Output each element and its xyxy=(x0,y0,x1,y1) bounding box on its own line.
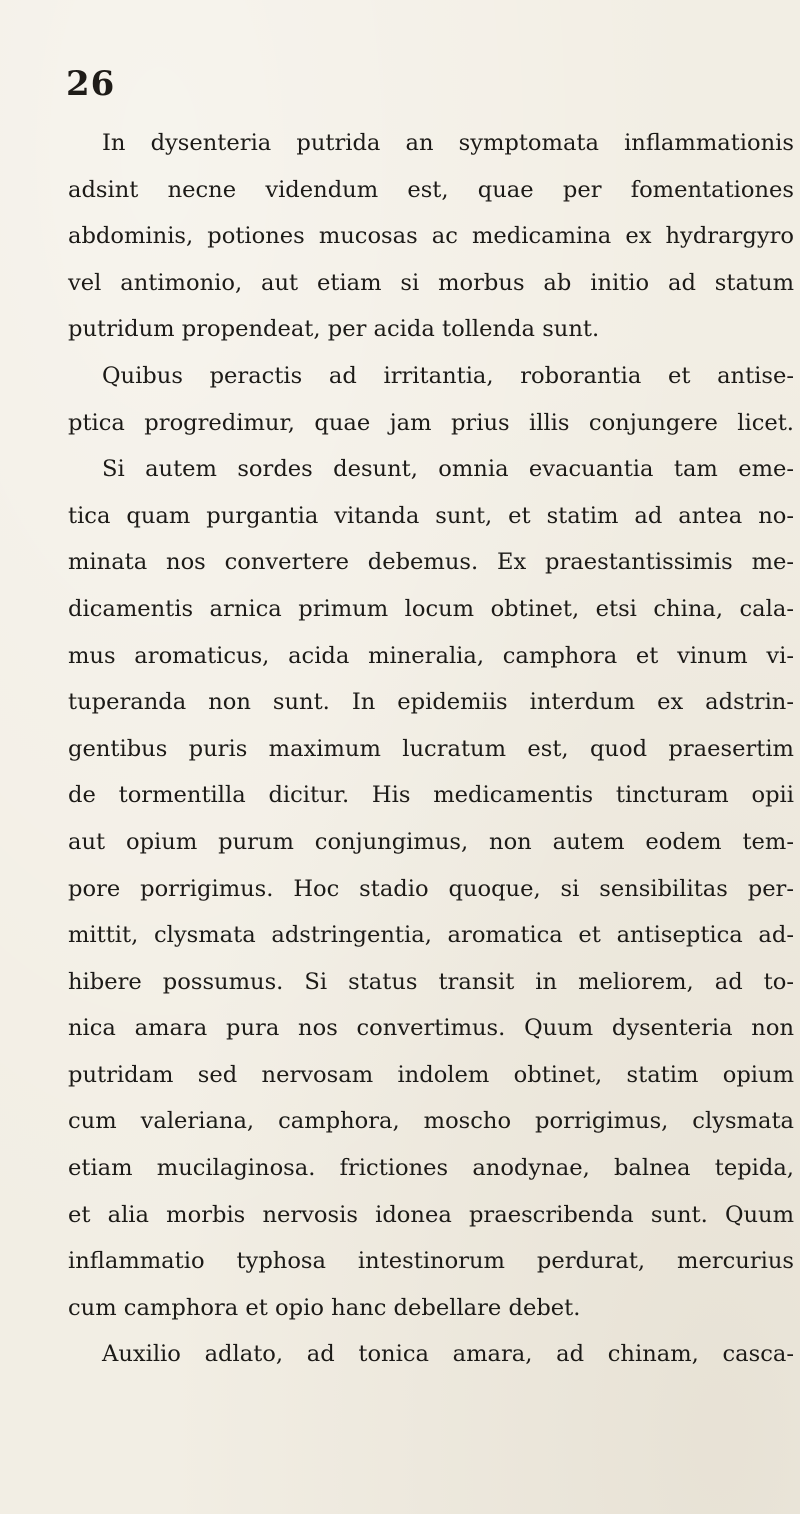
text-line: Auxilio adlato, ad tonica amara, ad chinam, casca- xyxy=(102,1341,794,1368)
text-line: dicamentis arnica primum locum obtinet, etsi china, cala- xyxy=(68,595,794,622)
text-line: cum valeriana, camphora, moscho porrigimus, clysmata xyxy=(68,1108,794,1135)
text-line: et alia morbis nervosis idonea praescribenda sunt. Quum xyxy=(68,1201,794,1228)
text-line: putridum propendeat, per acida tollenda sunt. xyxy=(68,316,600,343)
text-line: ptica progredimur, quae jam prius illis conjungere licet. xyxy=(68,409,794,436)
text-line: tica quam purgantia vitanda sunt, et statim ad antea no- xyxy=(68,502,794,529)
text-line: adsint necne videndum est, quae per fomentationes xyxy=(68,176,794,203)
text-line: gentibus puris maximum lucratum est, quod praesertim xyxy=(68,735,794,762)
text-line: mus aromaticus, acida mineralia, camphora et vinum vi- xyxy=(68,642,794,669)
text-line: abdominis, potiones mucosas ac medicamina ex hydrargyro xyxy=(68,223,794,250)
text-line: cum camphora et opio hanc debellare debet. xyxy=(68,1294,581,1321)
body-text xyxy=(68,120,794,1378)
text-line: In dysenteria putrida an symptomata inflammationis xyxy=(102,130,794,156)
text-line: aut opium purum conjungimus, non autem eodem tem- xyxy=(68,828,794,855)
text-line: mittit, clysmata adstringentia, aromatica et antiseptica ad- xyxy=(68,922,794,949)
text-line: tuperanda non sunt. In epidemiis interdum ex adstrin- xyxy=(68,689,794,716)
text-line: pore porrigimus. Hoc stadio quoque, si sensibilitas per- xyxy=(68,875,794,902)
text-line: hibere possumus. Si status transit in meliorem, ad to- xyxy=(68,968,794,995)
text-line: inflammatio typhosa intestinorum perdurat, mercurius xyxy=(68,1248,794,1275)
page-number: 26 xyxy=(66,64,116,104)
text-line: Quibus peractis ad irritantia, roborantia et antise- xyxy=(102,362,794,389)
text-line: nica amara pura nos convertimus. Quum dysenteria non xyxy=(68,1015,794,1042)
text-line: etiam mucilaginosa. frictiones anodynae, balnea tepida, xyxy=(68,1155,794,1182)
text-line: de tormentilla dicitur. His medicamentis tincturam opii xyxy=(68,782,794,809)
text-line: vel antimonio, aut etiam si morbus ab initio ad statum xyxy=(68,269,794,296)
text-line: minata nos convertere debemus. Ex praestantissimis me- xyxy=(68,549,794,576)
text-line: Si autem sordes desunt, omnia evacuantia tam eme- xyxy=(102,456,794,483)
text-line: putridam sed nervosam indolem obtinet, statim opium xyxy=(68,1061,794,1088)
